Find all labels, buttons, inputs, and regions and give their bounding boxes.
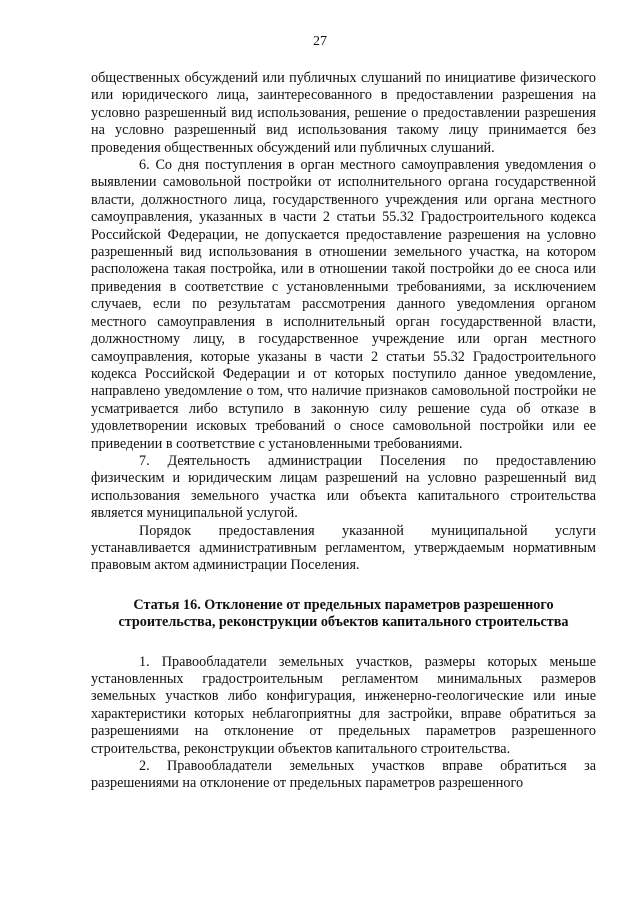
paragraph-item-1: 1. Правообладатели земельных участков, размеры которых меньше установленных градостроительным регламентом минимальных размеров земельных участков либо конфигурация, инженерно-геологические или иные характеристики которых неблагоприятны для застройки, вправе обратиться за разрешениями на отклонение от предельных параметров разрешенного строительства, реконструкции объектов капитального строительства.: [91, 653, 596, 757]
page-number: 27: [313, 34, 327, 49]
paragraph-continuation: общественных обсуждений или публичных слушаний по инициативе физического или юридического лица, заинтересованного в предоставлении разрешения на условно разрешенный вид использования, решение о предоставлении разрешения на условно разрешенный вид использования такому лицу принимается без проведения общественных обсуждений или публичных слушаний.: [91, 70, 596, 156]
paragraph-item-7: 7. Деятельность администрации Поселения по предоставлению физическим и юридическим лицам разрешений на условно разрешенный вид использования земельного участка или объекта капитального строительства является муниципальной услугой.: [91, 452, 596, 522]
paragraph-item-2: 2. Правообладатели земельных участков вправе обратиться за разрешениями на отклонение от предельных параметров разрешенного: [91, 758, 596, 792]
document-body: [91, 70, 596, 793]
paragraph-procedure: Порядок предоставления указанной муниципальной услуги устанавливается административным регламентом, утверждаемым нормативным правовым актом администрации Поселения.: [91, 522, 596, 574]
article-heading: Статья 16. Отклонение от предельных параметров разрешенного строительства, реконструкции объектов капитального строительства: [118, 596, 569, 631]
paragraph-item-6: 6. Со дня поступления в орган местного самоуправления уведомления о выявлении самовольной постройки от исполнительного органа государственной власти, должностного лица, государственного учреждения или органа местного самоуправления, указанных в части 2 статьи 55.32 Градостроительного кодекса Российской Федерации, не допускается предоставление разрешения на условно разрешенный вид использования в отношении земельного участка, на котором расположена такая постройка, или в отношении такой постройки до ее сноса или приведения в соответствие с установленными требованиями, за исключением случаев, если по результатам рассмотрения данного уведомления органом местного самоуправления в исполнительный орган государственной власти, должностному лицу, в государственное учреждение или орган местного самоуправления, которые указаны в части 2 статьи 55.32 Градостроительного кодекса Российской Федерации и от которых поступило данное уведомление, направлено уведомление о том, что наличие признаков самовольной постройки не усматривается либо вступило в законную силу решение суда об отказе в удовлетворении исковых требований о сносе самовольной постройки или ее приведении в соответствие с установленными требованиями.: [91, 157, 596, 452]
